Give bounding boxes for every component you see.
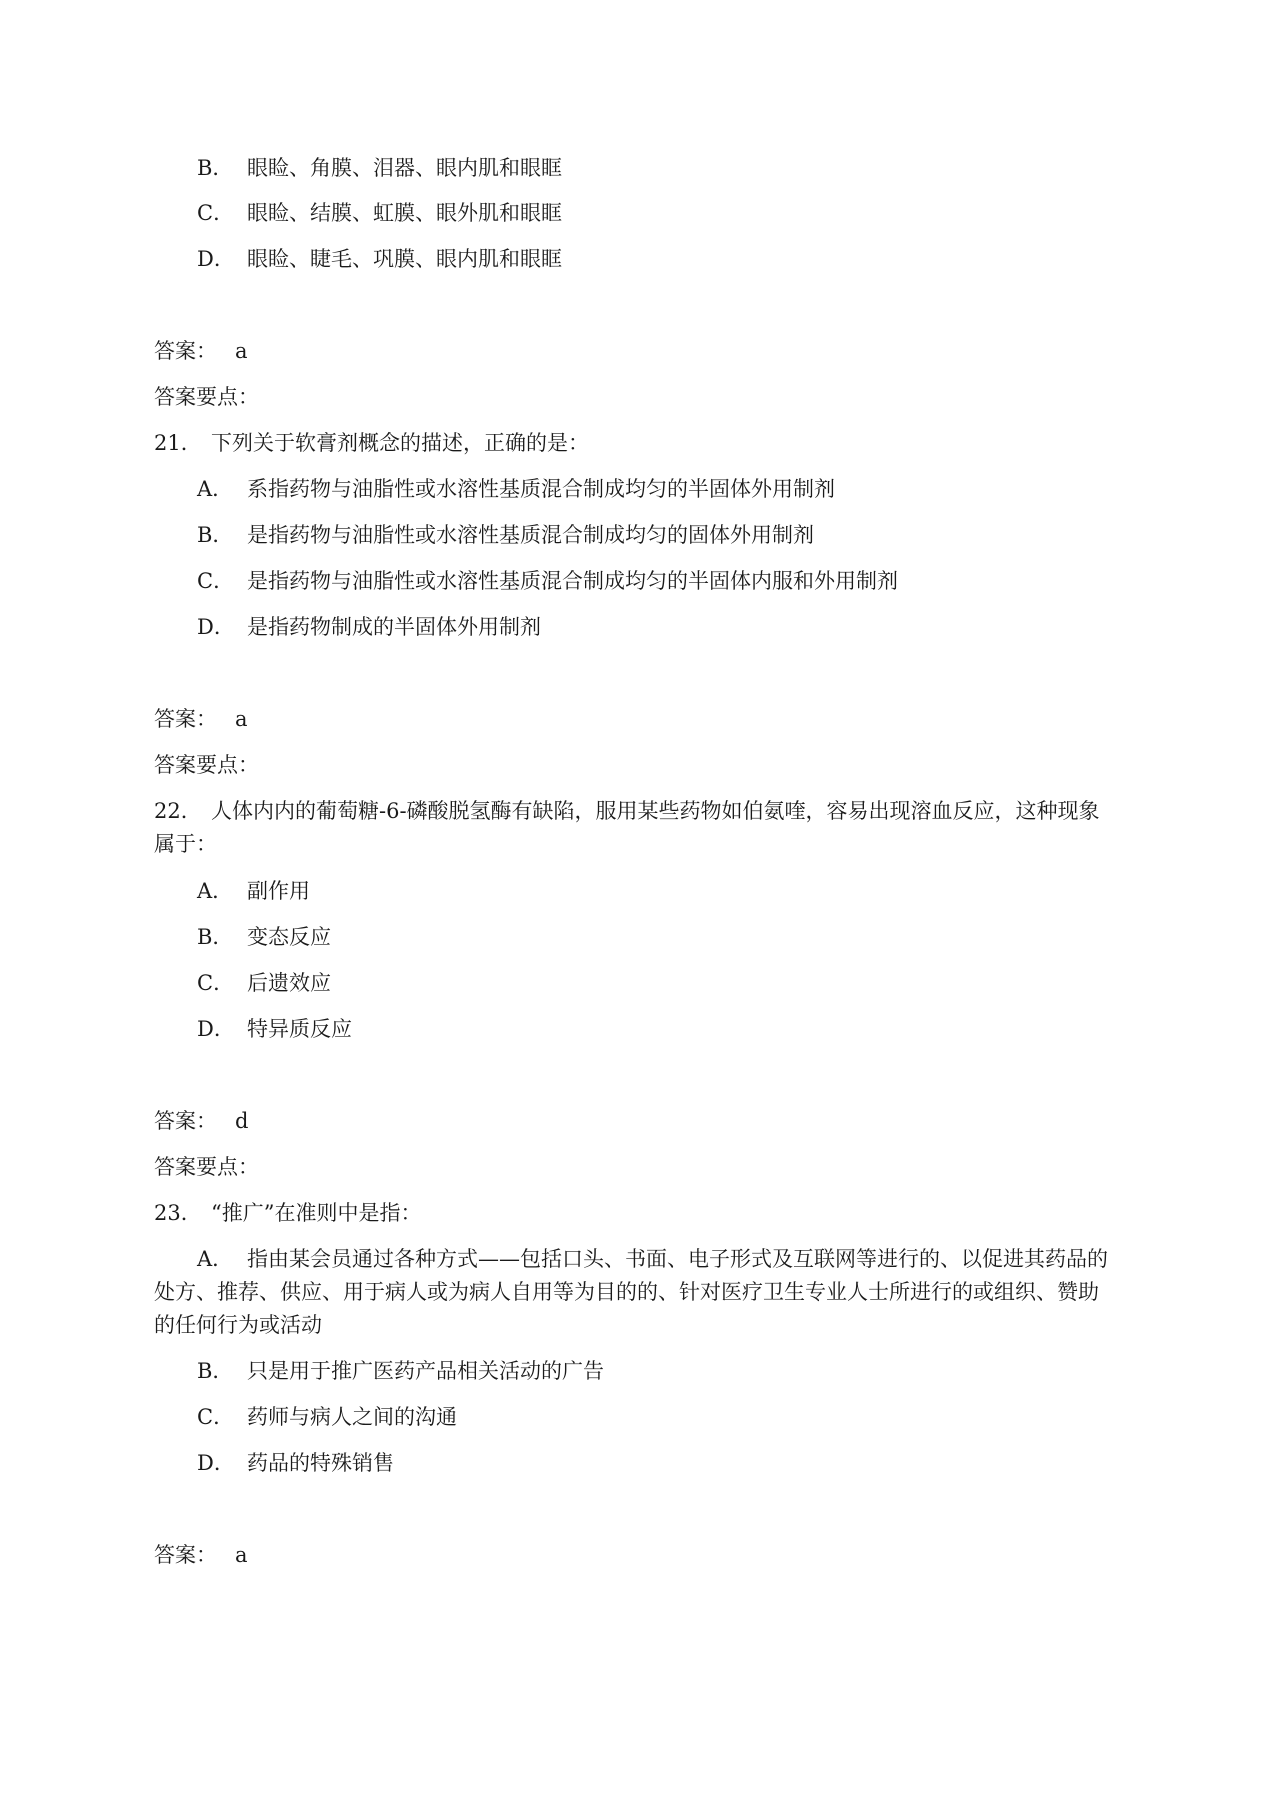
answer-points-label: 答案要点： [154,753,259,777]
answer-value: d [235,1109,249,1133]
option-letter: C． [197,971,235,995]
q21-answer-points [154,749,259,782]
q20-answer [154,335,248,368]
option-text: 眼睑、角膜、泪器、眼内肌和眼眶 [247,156,562,180]
option-letter: D． [197,1017,235,1041]
q22-option-d [197,1013,352,1046]
q23-option-a [154,1243,1114,1342]
answer-value: a [235,339,248,363]
option-text: 系指药物与油脂性或水溶性基质混合制成均匀的半固体外用制剂 [247,477,835,501]
option-text: 只是用于推广医药产品相关活动的广告 [247,1359,604,1383]
q23-option-b [197,1355,604,1388]
q21-option-d [197,611,541,644]
q21-option-c [197,565,898,598]
answer-label: 答案： [154,1543,217,1567]
question-text: “推广”在准则中是指： [211,1201,422,1225]
q21-answer [154,703,248,736]
answer-points-label: 答案要点： [154,1155,259,1179]
option-text: 副作用 [247,879,310,903]
q23-question [154,1197,421,1230]
q22-option-c [197,967,331,1000]
q22-option-b [197,921,331,954]
question-text: 下列关于软膏剂概念的描述，正确的是： [211,431,589,455]
q22-answer [154,1105,248,1138]
option-letter: D． [197,1451,235,1475]
q20-option-d [197,243,562,276]
option-letter: C． [197,1405,235,1429]
answer-label: 答案： [154,339,217,363]
option-text: 是指药物与油脂性或水溶性基质混合制成均匀的半固体内服和外用制剂 [247,569,898,593]
option-letter: B． [197,156,234,180]
option-text: 后遗效应 [247,971,331,995]
answer-points-label: 答案要点： [154,385,259,409]
question-text: 人体内内的葡萄糖-6-磷酸脱氢酶有缺陷，服用某些药物如伯氨喹，容易出现溶血反应，这种现象属于： [154,799,1100,856]
q20-option-c [197,197,562,230]
q21-option-b [197,519,814,552]
q23-option-c [197,1401,457,1434]
q22-answer-points [154,1151,259,1184]
option-letter: B． [197,1359,234,1383]
option-text: 药品的特殊销售 [247,1451,394,1475]
option-letter: D． [197,247,235,271]
option-letter: B． [197,523,234,547]
q21-option-a [197,473,835,506]
option-text: 是指药物制成的半固体外用制剂 [247,615,541,639]
option-letter: A． [197,1247,234,1271]
q21-question [154,427,589,460]
option-letter: D． [197,615,235,639]
answer-value: a [235,1543,248,1567]
option-letter: C． [197,201,235,225]
option-text: 特异质反应 [247,1017,352,1041]
option-text: 药师与病人之间的沟通 [247,1405,457,1429]
option-letter: C． [197,569,235,593]
option-text: 指由某会员通过各种方式——包括口头、书面、电子形式及互联网等进行的、以促进其药品的处方、推荐、供应、用于病人或为病人自用等为目的的、针对医疗卫生专业人士所进行的或组织、赞助的任何行为或活动 [154,1247,1108,1337]
question-number: 22． [154,799,202,823]
q23-answer [154,1539,248,1572]
option-text: 眼睑、睫毛、巩膜、眼内肌和眼眶 [247,247,562,271]
option-text: 眼睑、结膜、虹膜、眼外肌和眼眶 [247,201,562,225]
answer-value: a [235,707,248,731]
answer-label: 答案： [154,707,217,731]
option-text: 变态反应 [247,925,331,949]
q20-option-b [197,152,562,185]
q22-option-a [197,875,310,908]
q23-option-d [197,1447,394,1480]
option-letter: A． [197,477,234,501]
option-text: 是指药物与油脂性或水溶性基质混合制成均匀的固体外用制剂 [247,523,814,547]
option-letter: B． [197,925,234,949]
question-number: 21． [154,431,202,455]
q20-answer-points [154,381,259,414]
question-number: 23． [154,1201,202,1225]
answer-label: 答案： [154,1109,217,1133]
q22-question [154,795,1114,861]
option-letter: A． [197,879,234,903]
